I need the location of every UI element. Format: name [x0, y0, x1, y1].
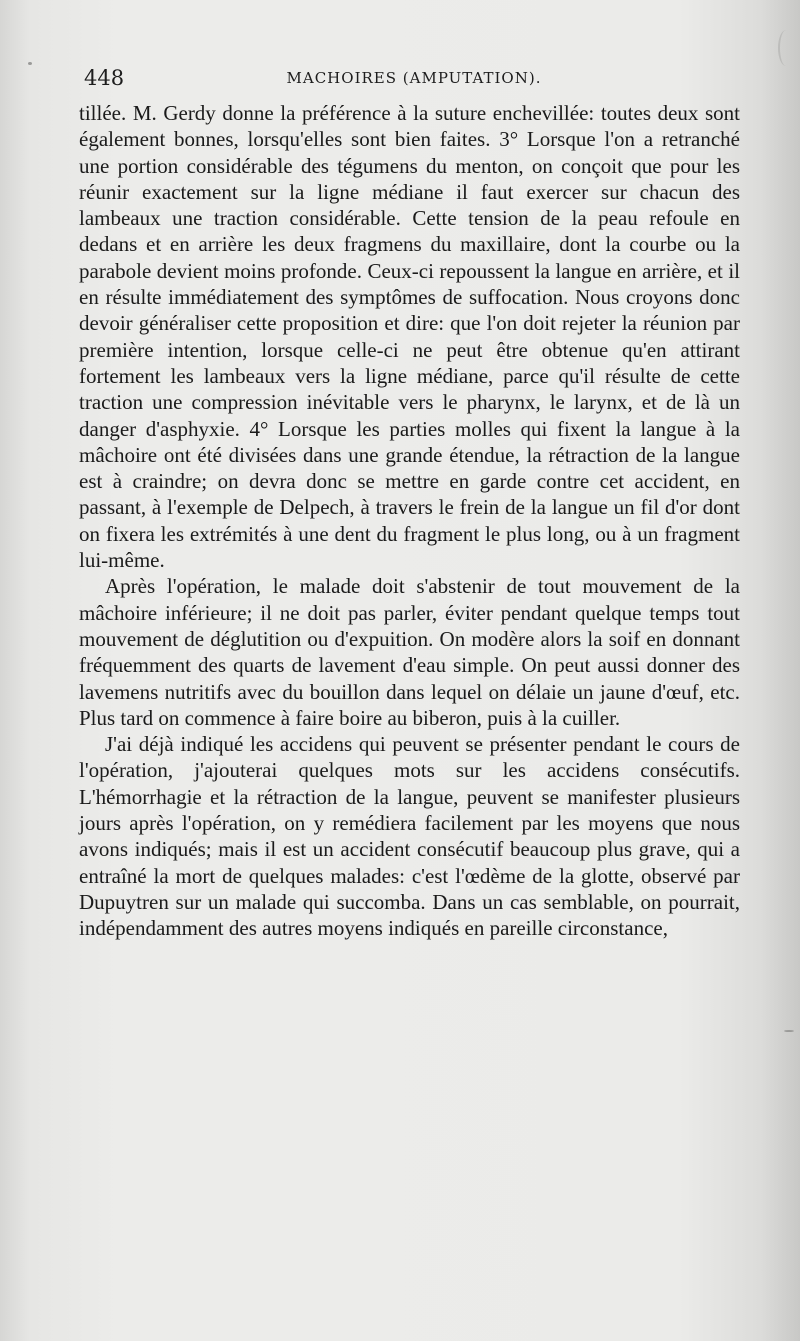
paper-speck	[784, 1030, 794, 1032]
paper-speck	[28, 62, 32, 65]
page-header	[84, 66, 744, 94]
paragraph: Après l'opération, le malade doit s'abstenir de tout mouvement de la mâchoire inférieure; il ne doit pas parler, éviter pendant quelque temps tout mouvement de déglutition ou d'expuition. On modère alors la soif en donnant fréquemment des quarts de lavement d'eau simple. On peut aussi donner des lavemens nutritifs avec du bouillon dans lequel on délaie un jaune d'œuf, etc. Plus tard on commence à faire boire au biberon, puis à la cuiller.	[79, 574, 740, 730]
running-head: MACHOIRES (AMPUTATION).	[286, 69, 542, 87]
margin-mark	[778, 30, 794, 66]
body-text	[79, 100, 740, 942]
paragraph: J'ai déjà indiqué les accidens qui peuvent se présenter pendant le cours de l'opération, j'ajouterai quelques mots sur les accidens consécutifs. L'hémorrhagie et la rétraction de la langue, peuvent se manifester plusieurs jours après l'opération, on y remédiera facilement par les moyens que nous avons indiqués; mais il est un accident consécutif beaucoup plus grave, qui a entraîné la mort de quelques malades: c'est l'œdème de la glotte, observé par Dupuytren sur un malade qui succomba. Dans un cas semblable, on pourrait, indépendamment des autres moyens indiqués en pareille circonstance,	[79, 732, 740, 941]
paragraph: tillée. M. Gerdy donne la préférence à la suture enchevillée: toutes deux sont également bonnes, lorsqu'elles sont bien faites. 3° Lorsque l'on a retranché une portion considérable des tégumens du menton, on conçoit que pour les réunir exactement sur la ligne médiane il faut exercer sur chacun des lambeaux une traction considérable. Cette tension de la peau refoule en dedans et en arrière les deux fragmens du maxillaire, dont la courbe ou la parabole devient moins profonde. Ceux-ci repoussent la langue en arrière, et il en résulte immédiatement des symptômes de suffocation. Nous croyons donc devoir généraliser cette proposition et dire: que l'on doit rejeter la réunion par première intention, lorsque celle-ci ne peut être obtenue qu'en attirant fortement les lambeaux vers la ligne médiane, parce qu'il résulte de cette traction une compression inévitable vers le pharynx, le larynx, et de là un danger d'asphyxie. 4° Lorsque les parties molles qui fixent la langue à la mâchoire ont été divisées dans une grande étendue, la rétraction de la langue est à craindre; on devra donc se mettre en garde contre cet accident, en passant, à l'exemple de Delpech, à travers le frein de la langue un fil d'or dont on fixera les extrémités à une dent du fragment le plus long, ou à un fragment lui-même.	[79, 101, 740, 573]
page-number: 448	[84, 66, 125, 90]
